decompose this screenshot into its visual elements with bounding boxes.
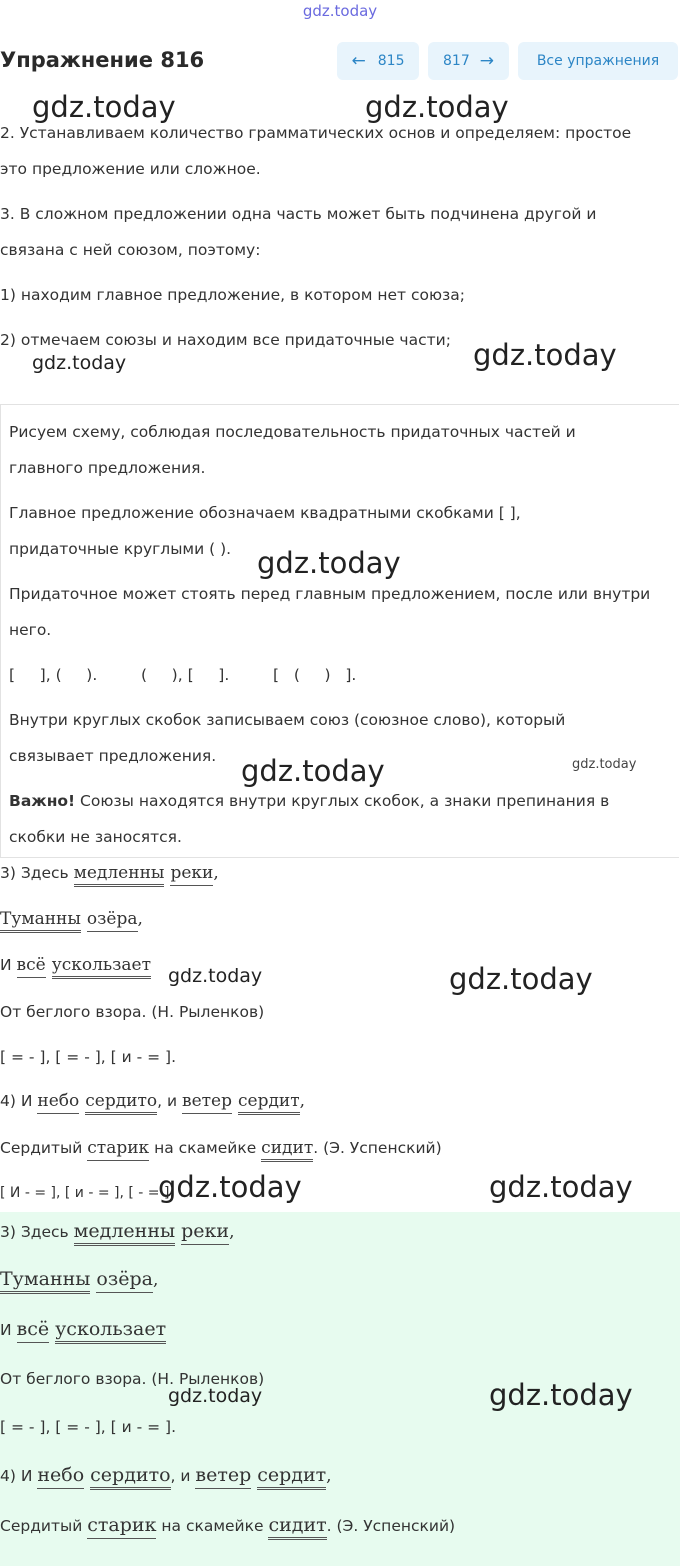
rules-box <box>0 404 679 858</box>
next-exercise-button[interactable] <box>428 42 509 80</box>
watermark: gdz.today <box>572 757 637 772</box>
predicate: сердито <box>90 1464 170 1490</box>
page-title: Упражнение 816 <box>0 48 205 72</box>
watermark: gdz.today <box>158 1170 302 1204</box>
predicate: Туманны <box>0 1268 90 1294</box>
answer-ex3-line2: Туманны озёра, <box>0 1268 158 1290</box>
scheme-example-2: ( ), [ ]. <box>141 666 230 684</box>
substep2: 2) отмечаем союзы и находим все придаточные части; <box>0 331 451 349</box>
ex3-line3: И всё ускользает <box>0 955 151 975</box>
step2-line2: это предложение или сложное. <box>0 160 261 178</box>
watermark: gdz.today <box>32 352 127 374</box>
predicate: медленны <box>74 863 165 887</box>
rules-p1-line1: Рисуем схему, соблюдая последовательность придаточных частей и <box>9 423 576 441</box>
predicate: сидит <box>261 1138 313 1162</box>
rules-p3-line1: Придаточное может стоять перед главным предложением, после или внутри <box>9 585 651 603</box>
answer-ex3-line1: 3) Здесь медленны реки, <box>0 1220 234 1242</box>
answer-ex3-line3: И всё ускользает <box>0 1318 166 1340</box>
answer-ex4-line2: Сердитый старик на скамейке сидит. (Э. Успенский) <box>0 1514 455 1536</box>
subject: небо <box>37 1091 79 1114</box>
rules-p1-line2: главного предложения. <box>9 459 206 477</box>
important-text: Союзы находятся внутри круглых скобок, а знаки препинания в <box>75 792 610 810</box>
rules-p2-line1: Главное предложение обозначаем квадратными скобками [ ], <box>9 504 521 522</box>
subject: старик <box>87 1514 156 1539</box>
all-exercises-button[interactable] <box>518 42 678 80</box>
prev-exercise-label: 815 <box>377 53 405 69</box>
subject: озёра <box>87 909 138 932</box>
subject: ветер <box>195 1464 251 1489</box>
ex3-line1: 3) Здесь медленны реки, <box>0 863 219 883</box>
watermark: gdz.today <box>241 754 385 788</box>
predicate: сердит <box>238 1091 300 1115</box>
predicate: ускользает <box>55 1318 166 1344</box>
watermark: gdz.today <box>473 338 617 372</box>
subject: озёра <box>96 1268 153 1293</box>
watermark: gdz.today <box>489 1378 633 1412</box>
predicate: сидит <box>268 1514 326 1540</box>
prev-exercise-button[interactable] <box>337 42 419 80</box>
answer-ex3-line4: От беглого взора. (Н. Рыленков) <box>0 1370 265 1388</box>
ex3-line4: От беглого взора. (Н. Рыленков) <box>0 1003 265 1021</box>
ex4-line1: 4) И небо сердито, и ветер сердит, <box>0 1091 305 1111</box>
step3-line2: связана с ней союзом, поэтому: <box>0 241 261 259</box>
rules-p3-line2: него. <box>9 621 52 639</box>
site-logo[interactable]: gdz.today <box>302 2 378 20</box>
subject: ветер <box>182 1091 232 1114</box>
step3-line1: 3. В сложном предложении одна часть может быть подчинена другой и <box>0 205 597 223</box>
subject: реки <box>170 863 213 886</box>
watermark: gdz.today <box>168 965 263 987</box>
subject: небо <box>37 1464 84 1489</box>
arrow-left-icon: ← <box>351 51 366 71</box>
arrow-right-icon: → <box>479 51 494 71</box>
ex3-line2: Туманны озёра, <box>0 909 143 929</box>
substep1: 1) находим главное предложение, в котором нет союза; <box>0 286 466 304</box>
predicate: ускользает <box>52 955 151 979</box>
step2-line1: 2. Устанавливаем количество грамматических основ и определяем: простое <box>0 124 632 142</box>
scheme-example-1: [ ], ( ). <box>9 666 98 684</box>
subject: старик <box>87 1138 149 1161</box>
subject: всё <box>17 955 46 978</box>
rules-p4-line1: Внутри круглых скобок записываем союз (союзное слово), который <box>9 711 566 729</box>
predicate: сердит <box>257 1464 326 1490</box>
subject: реки <box>181 1220 229 1245</box>
watermark: gdz.today <box>32 90 176 124</box>
rules-p2-line2: придаточные круглыми ( ). <box>9 540 232 558</box>
watermark: gdz.today <box>365 90 509 124</box>
predicate: сердито <box>85 1091 157 1115</box>
watermark: gdz.today <box>168 1385 263 1407</box>
answer-ex4-line1: 4) И небо сердито, и ветер сердит, <box>0 1464 332 1486</box>
answer-ex3-scheme: [ = - ], [ = - ], [ и - = ]. <box>0 1418 177 1436</box>
ex4-scheme: [ И - = ], [ и - = ], [ - = ]. <box>0 1185 174 1201</box>
important-line1 <box>9 792 609 810</box>
important-label: Важно! <box>9 792 76 810</box>
predicate: Туманны <box>0 909 81 933</box>
predicate: медленны <box>74 1220 176 1246</box>
watermark: gdz.today <box>489 1170 633 1204</box>
scheme-example-3: [ ( ) ]. <box>273 666 357 684</box>
ex3-scheme: [ = - ], [ = - ], [ и - = ]. <box>0 1048 177 1066</box>
next-exercise-label: 817 <box>443 53 470 69</box>
watermark: gdz.today <box>257 546 401 580</box>
all-exercises-label: Все упражнения <box>536 53 660 69</box>
ex4-line2: Сердитый старик на скамейке сидит. (Э. Успенский) <box>0 1138 442 1158</box>
watermark: gdz.today <box>449 962 593 996</box>
rules-p4-line2: связывает предложения. <box>9 747 217 765</box>
subject: всё <box>17 1318 50 1343</box>
important-line2: скобки не заносятся. <box>9 828 182 846</box>
